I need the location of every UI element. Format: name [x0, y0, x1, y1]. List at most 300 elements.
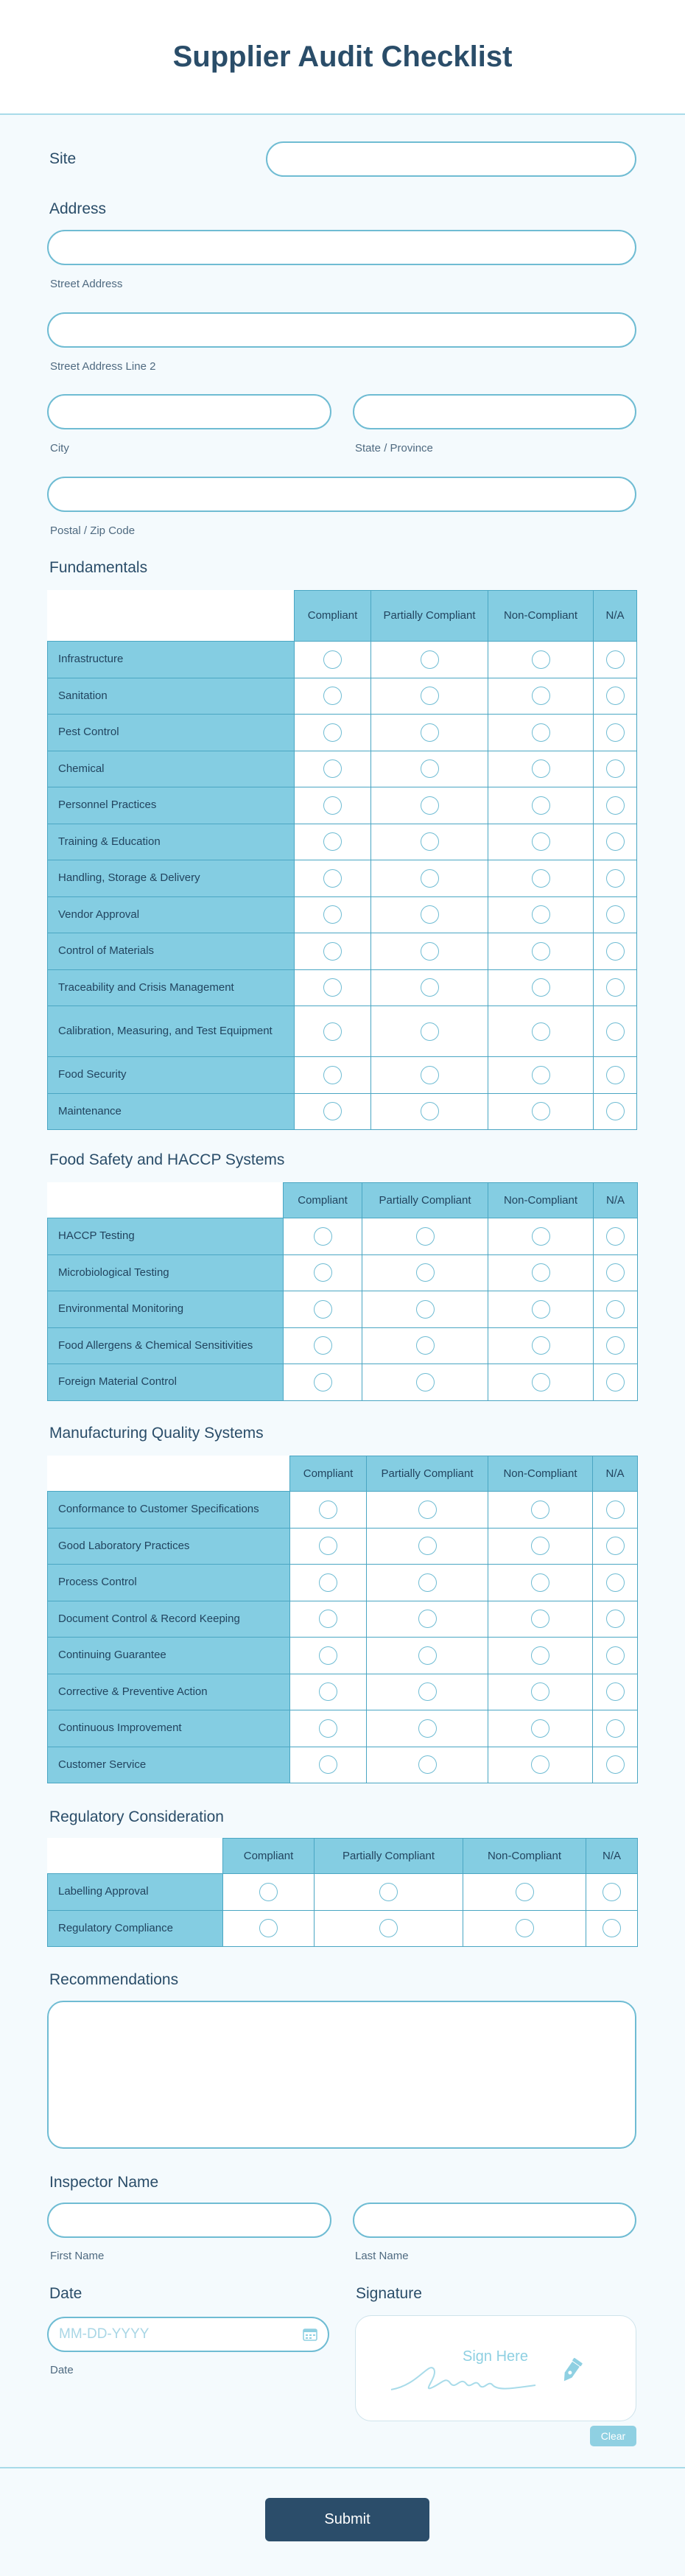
matrix-row-label: Customer Service — [48, 1747, 290, 1783]
radio-button[interactable] — [416, 1300, 435, 1319]
matrix-cell — [367, 1638, 488, 1674]
matrix-cell — [488, 969, 594, 1006]
matrix-cell — [371, 896, 488, 933]
radio-button[interactable] — [532, 1263, 550, 1282]
submit-button[interactable]: Submit — [265, 2498, 429, 2541]
radio-button[interactable] — [606, 1755, 625, 1774]
matrix-cell — [315, 1874, 463, 1911]
matrix-cell — [488, 1093, 594, 1130]
matrix-row-label: Maintenance — [48, 1093, 295, 1130]
matrix-row-label: Vendor Approval — [48, 896, 295, 933]
radio-button[interactable] — [606, 1501, 625, 1519]
matrix-row — [48, 896, 637, 933]
radio-button[interactable] — [606, 1263, 625, 1282]
matrix-row-label: Regulatory Compliance — [48, 1910, 223, 1947]
matrix-cell — [488, 1747, 593, 1783]
matrix-row-label: Document Control & Record Keeping — [48, 1601, 290, 1638]
radio-button[interactable] — [323, 942, 342, 961]
radio-button[interactable] — [606, 1610, 625, 1628]
matrix-cell — [594, 860, 637, 897]
matrix-column-header: Non-Compliant — [463, 1839, 586, 1874]
site-input[interactable] — [266, 141, 636, 177]
radio-button[interactable] — [532, 1227, 550, 1246]
matrix-cell — [371, 824, 488, 860]
radio-button[interactable] — [421, 723, 439, 742]
matrix-cell — [362, 1291, 488, 1328]
radio-button[interactable] — [259, 1883, 278, 1901]
page-title: Supplier Audit Checklist — [172, 40, 513, 73]
radio-button[interactable] — [606, 942, 625, 961]
matrix-row-label: Food Security — [48, 1057, 295, 1094]
matrix-cell — [593, 1492, 638, 1529]
matrix-cell — [594, 1327, 638, 1364]
matrix-cell — [315, 1910, 463, 1947]
regulatory-matrix — [47, 1838, 638, 1947]
matrix-cell — [290, 1601, 367, 1638]
matrix-row — [48, 1910, 638, 1947]
matrix-cell — [594, 933, 637, 970]
matrix-cell — [371, 715, 488, 751]
matrix-column-header: Partially Compliant — [371, 591, 488, 642]
matrix-row-label: Continuing Guarantee — [48, 1638, 290, 1674]
matrix-column-header: Compliant — [223, 1839, 315, 1874]
matrix-cell — [593, 1528, 638, 1565]
matrix-cell — [371, 787, 488, 824]
matrix-cell — [295, 1057, 371, 1094]
matrix-row — [48, 969, 637, 1006]
matrix-cell — [594, 751, 637, 787]
matrix-cell — [488, 1291, 594, 1328]
matrix-row — [48, 678, 637, 715]
radio-button[interactable] — [421, 832, 439, 851]
matrix-cell — [488, 1601, 593, 1638]
food-safety-title: Food Safety and HACCP Systems — [49, 1151, 285, 1168]
radio-button[interactable] — [531, 1501, 549, 1519]
matrix-cell — [488, 1327, 594, 1364]
matrix-cell — [295, 824, 371, 860]
matrix-cell — [223, 1910, 315, 1947]
recommendations-textarea[interactable] — [47, 2001, 636, 2149]
matrix-cell — [295, 787, 371, 824]
matrix-row — [48, 1528, 638, 1565]
radio-button[interactable] — [418, 1682, 437, 1701]
matrix-cell — [295, 933, 371, 970]
matrix-cell — [371, 1006, 488, 1057]
signature-pad[interactable] — [355, 2315, 636, 2421]
radio-button[interactable] — [531, 1537, 549, 1555]
radio-button[interactable] — [606, 1066, 625, 1084]
radio-button[interactable] — [259, 1919, 278, 1937]
state-label: State / Province — [355, 442, 433, 455]
matrix-row — [48, 1364, 638, 1401]
matrix-cell — [290, 1528, 367, 1565]
state-input[interactable] — [353, 394, 636, 429]
radio-button[interactable] — [531, 1682, 549, 1701]
street-address-label: Street Address — [50, 278, 123, 290]
radio-button[interactable] — [606, 1682, 625, 1701]
radio-button[interactable] — [532, 1022, 550, 1041]
radio-button[interactable] — [416, 1336, 435, 1355]
radio-button[interactable] — [531, 1610, 549, 1628]
matrix-cell — [290, 1674, 367, 1710]
matrix-row-label: Training & Education — [48, 824, 295, 860]
radio-button[interactable] — [323, 1022, 342, 1041]
matrix-cell — [594, 715, 637, 751]
matrix-row — [48, 1057, 637, 1094]
radio-button[interactable] — [418, 1610, 437, 1628]
radio-button[interactable] — [606, 1646, 625, 1665]
radio-button[interactable] — [379, 1919, 398, 1937]
matrix-row — [48, 1254, 638, 1291]
matrix-cell — [488, 1528, 593, 1565]
radio-button[interactable] — [416, 1263, 435, 1282]
radio-button[interactable] — [314, 1336, 332, 1355]
matrix-cell — [488, 678, 594, 715]
matrix-row — [48, 1874, 638, 1911]
matrix-column-header: Non-Compliant — [488, 1456, 593, 1492]
radio-button[interactable] — [421, 1102, 439, 1120]
matrix-cell — [488, 715, 594, 751]
radio-button[interactable] — [606, 1719, 625, 1738]
matrix-row-label: Pest Control — [48, 715, 295, 751]
last-name-input[interactable] — [353, 2203, 636, 2238]
matrix-cell — [594, 1006, 637, 1057]
matrix-cell — [593, 1747, 638, 1783]
matrix-cell — [284, 1254, 362, 1291]
matrix-column-header: Compliant — [284, 1183, 362, 1218]
matrix-row — [48, 787, 637, 824]
matrix-row-label: Corrective & Preventive Action — [48, 1674, 290, 1710]
matrix-row-label: Food Allergens & Chemical Sensitivities — [48, 1327, 284, 1364]
matrix-cell — [586, 1910, 638, 1947]
matrix-row-label: Process Control — [48, 1565, 290, 1601]
matrix-cell — [593, 1565, 638, 1601]
radio-button[interactable] — [532, 1373, 550, 1391]
radio-button[interactable] — [606, 1227, 625, 1246]
radio-button[interactable] — [603, 1919, 621, 1937]
radio-button[interactable] — [323, 978, 342, 997]
radio-button[interactable] — [532, 978, 550, 997]
street-address-input[interactable] — [47, 230, 636, 265]
matrix-cell — [362, 1254, 488, 1291]
radio-button[interactable] — [418, 1755, 437, 1774]
fundamentals-title: Fundamentals — [49, 559, 148, 576]
radio-button[interactable] — [416, 1373, 435, 1391]
radio-button[interactable] — [421, 1066, 439, 1084]
radio-button[interactable] — [532, 723, 550, 742]
fundamentals-matrix — [47, 590, 637, 1130]
matrix-cell — [367, 1528, 488, 1565]
radio-button[interactable] — [516, 1883, 534, 1901]
radio-button[interactable] — [319, 1719, 337, 1738]
matrix-row-label: Continuous Improvement — [48, 1710, 290, 1747]
matrix-row-label: Good Laboratory Practices — [48, 1528, 290, 1565]
matrix-row — [48, 642, 637, 678]
radio-button[interactable] — [606, 1102, 625, 1120]
radio-button[interactable] — [532, 759, 550, 778]
matrix-row — [48, 1638, 638, 1674]
matrix-cell — [367, 1747, 488, 1783]
matrix-cell — [488, 824, 594, 860]
matrix-row-label: Labelling Approval — [48, 1874, 223, 1911]
recommendations-label: Recommendations — [49, 1971, 179, 1988]
radio-button[interactable] — [606, 723, 625, 742]
matrix-corner — [48, 591, 295, 642]
matrix-row — [48, 1006, 637, 1057]
radio-button[interactable] — [532, 796, 550, 815]
calendar-icon[interactable] — [303, 2328, 317, 2341]
matrix-cell — [371, 1057, 488, 1094]
radio-button[interactable] — [532, 1336, 550, 1355]
matrix-column-header: N/A — [593, 1456, 638, 1492]
radio-button[interactable] — [532, 1102, 550, 1120]
matrix-cell — [371, 678, 488, 715]
matrix-cell — [295, 860, 371, 897]
matrix-row — [48, 1492, 638, 1529]
matrix-cell — [594, 969, 637, 1006]
signature-label: Signature — [356, 2285, 422, 2302]
matrix-column-header: N/A — [594, 1183, 638, 1218]
street-address-line2-label: Street Address Line 2 — [50, 360, 156, 373]
matrix-cell — [488, 1057, 594, 1094]
radio-button[interactable] — [532, 687, 550, 705]
city-input[interactable] — [47, 394, 331, 429]
radio-button[interactable] — [323, 869, 342, 888]
matrix-cell — [488, 896, 594, 933]
manufacturing-matrix — [47, 1456, 638, 1783]
radio-button[interactable] — [323, 832, 342, 851]
matrix-cell — [594, 1057, 637, 1094]
radio-button[interactable] — [314, 1227, 332, 1246]
matrix-cell — [362, 1364, 488, 1401]
radio-button[interactable] — [606, 1373, 625, 1391]
last-name-label: Last Name — [355, 2250, 409, 2262]
radio-button[interactable] — [606, 978, 625, 997]
radio-button[interactable] — [418, 1537, 437, 1555]
radio-button[interactable] — [532, 942, 550, 961]
matrix-column-header: Partially Compliant — [362, 1183, 488, 1218]
matrix-row-label: HACCP Testing — [48, 1218, 284, 1255]
matrix-cell — [295, 1093, 371, 1130]
radio-button[interactable] — [532, 905, 550, 924]
matrix-column-header: N/A — [586, 1839, 638, 1874]
matrix-row-label: Conformance to Customer Specifications — [48, 1492, 290, 1529]
radio-button[interactable] — [532, 1066, 550, 1084]
radio-button[interactable] — [418, 1501, 437, 1519]
matrix-cell — [295, 896, 371, 933]
radio-button[interactable] — [323, 759, 342, 778]
radio-button[interactable] — [421, 796, 439, 815]
matrix-cell — [586, 1874, 638, 1911]
matrix-cell — [367, 1674, 488, 1710]
radio-button[interactable] — [418, 1719, 437, 1738]
matrix-row-label: Environmental Monitoring — [48, 1291, 284, 1328]
matrix-row — [48, 824, 637, 860]
matrix-row — [48, 1747, 638, 1783]
radio-button[interactable] — [606, 759, 625, 778]
radio-button[interactable] — [319, 1501, 337, 1519]
radio-button[interactable] — [606, 1300, 625, 1319]
radio-button[interactable] — [379, 1883, 398, 1901]
matrix-row-label: Handling, Storage & Delivery — [48, 860, 295, 897]
matrix-row-label: Traceability and Crisis Management — [48, 969, 295, 1006]
site-label: Site — [49, 150, 77, 167]
radio-button[interactable] — [319, 1537, 337, 1555]
matrix-row-label: Sanitation — [48, 678, 295, 715]
matrix-cell — [290, 1492, 367, 1529]
matrix-cell — [295, 715, 371, 751]
inspector-name-label: Inspector Name — [49, 2174, 159, 2191]
radio-button[interactable] — [531, 1573, 549, 1592]
matrix-cell — [284, 1364, 362, 1401]
radio-button[interactable] — [606, 1022, 625, 1041]
radio-button[interactable] — [421, 978, 439, 997]
street-address-line2-input[interactable] — [47, 312, 636, 348]
matrix-corner — [48, 1456, 290, 1492]
matrix-cell — [488, 1492, 593, 1529]
matrix-cell — [488, 1674, 593, 1710]
matrix-row — [48, 1565, 638, 1601]
date-sub-label: Date — [50, 2364, 74, 2376]
radio-button[interactable] — [606, 796, 625, 815]
matrix-cell — [594, 787, 637, 824]
radio-button[interactable] — [314, 1300, 332, 1319]
matrix-cell — [295, 678, 371, 715]
matrix-row — [48, 1674, 638, 1710]
radio-button[interactable] — [314, 1373, 332, 1391]
matrix-column-header: Partially Compliant — [315, 1839, 463, 1874]
matrix-row-label: Personnel Practices — [48, 787, 295, 824]
matrix-cell — [295, 969, 371, 1006]
radio-button[interactable] — [606, 1537, 625, 1555]
matrix-row — [48, 1093, 637, 1130]
radio-button[interactable] — [421, 650, 439, 669]
matrix-cell — [463, 1874, 586, 1911]
matrix-cell — [594, 1291, 638, 1328]
matrix-cell — [290, 1565, 367, 1601]
radio-button[interactable] — [323, 1066, 342, 1084]
matrix-cell — [290, 1638, 367, 1674]
matrix-column-header: N/A — [594, 591, 637, 642]
radio-button[interactable] — [603, 1883, 621, 1901]
matrix-cell — [371, 1093, 488, 1130]
clear-signature-button[interactable]: Clear — [590, 2426, 636, 2446]
radio-button[interactable] — [531, 1755, 549, 1774]
matrix-cell — [295, 751, 371, 787]
matrix-cell — [594, 678, 637, 715]
radio-button[interactable] — [323, 1102, 342, 1120]
matrix-cell — [295, 1006, 371, 1057]
radio-button[interactable] — [531, 1646, 549, 1665]
radio-button[interactable] — [421, 942, 439, 961]
matrix-column-header: Non-Compliant — [488, 591, 594, 642]
matrix-cell — [488, 1710, 593, 1747]
zip-input[interactable] — [47, 477, 636, 512]
matrix-row — [48, 933, 637, 970]
matrix-cell — [594, 896, 637, 933]
date-placeholder: MM-DD-YYYY — [59, 2326, 150, 2342]
radio-button[interactable] — [531, 1719, 549, 1738]
radio-button[interactable] — [418, 1573, 437, 1592]
radio-button[interactable] — [421, 905, 439, 924]
matrix-cell — [593, 1710, 638, 1747]
matrix-cell — [463, 1910, 586, 1947]
radio-button[interactable] — [532, 1300, 550, 1319]
radio-button[interactable] — [319, 1610, 337, 1628]
radio-button[interactable] — [606, 1336, 625, 1355]
matrix-cell — [488, 1364, 594, 1401]
signature-hint: Sign Here — [463, 2348, 528, 2365]
radio-button[interactable] — [606, 832, 625, 851]
radio-button[interactable] — [606, 1573, 625, 1592]
matrix-cell — [488, 1638, 593, 1674]
radio-button[interactable] — [323, 650, 342, 669]
date-input[interactable] — [47, 2317, 329, 2352]
radio-button[interactable] — [323, 687, 342, 705]
radio-button[interactable] — [532, 832, 550, 851]
matrix-row — [48, 1291, 638, 1328]
matrix-cell — [362, 1327, 488, 1364]
radio-button[interactable] — [314, 1263, 332, 1282]
radio-button[interactable] — [319, 1646, 337, 1665]
matrix-row — [48, 860, 637, 897]
manufacturing-title: Manufacturing Quality Systems — [49, 1425, 264, 1442]
matrix-cell — [488, 1006, 594, 1057]
radio-button[interactable] — [532, 869, 550, 888]
matrix-cell — [488, 860, 594, 897]
matrix-row-label: Microbiological Testing — [48, 1254, 284, 1291]
radio-button[interactable] — [606, 905, 625, 924]
matrix-cell — [295, 642, 371, 678]
radio-button[interactable] — [421, 1022, 439, 1041]
radio-button[interactable] — [421, 687, 439, 705]
radio-button[interactable] — [516, 1919, 534, 1937]
matrix-cell — [284, 1327, 362, 1364]
radio-button[interactable] — [323, 905, 342, 924]
radio-button[interactable] — [606, 687, 625, 705]
first-name-input[interactable] — [47, 2203, 331, 2238]
matrix-row-label: Foreign Material Control — [48, 1364, 284, 1401]
form-header — [0, 0, 685, 115]
matrix-cell — [371, 751, 488, 787]
radio-button[interactable] — [319, 1682, 337, 1701]
matrix-cell — [488, 642, 594, 678]
matrix-cell — [371, 933, 488, 970]
radio-button[interactable] — [416, 1227, 435, 1246]
matrix-cell — [367, 1565, 488, 1601]
radio-button[interactable] — [606, 869, 625, 888]
radio-button[interactable] — [421, 759, 439, 778]
matrix-cell — [594, 1254, 638, 1291]
date-label: Date — [49, 2285, 82, 2302]
radio-button[interactable] — [606, 650, 625, 669]
radio-button[interactable] — [323, 796, 342, 815]
radio-button[interactable] — [421, 869, 439, 888]
matrix-cell — [488, 1565, 593, 1601]
matrix-cell — [488, 1254, 594, 1291]
radio-button[interactable] — [532, 650, 550, 669]
radio-button[interactable] — [319, 1573, 337, 1592]
radio-button[interactable] — [418, 1646, 437, 1665]
matrix-cell — [362, 1218, 488, 1255]
matrix-cell — [371, 860, 488, 897]
matrix-cell — [594, 642, 637, 678]
radio-button[interactable] — [323, 723, 342, 742]
matrix-cell — [594, 1218, 638, 1255]
matrix-corner — [48, 1183, 284, 1218]
radio-button[interactable] — [319, 1755, 337, 1774]
matrix-column-header: Partially Compliant — [367, 1456, 488, 1492]
